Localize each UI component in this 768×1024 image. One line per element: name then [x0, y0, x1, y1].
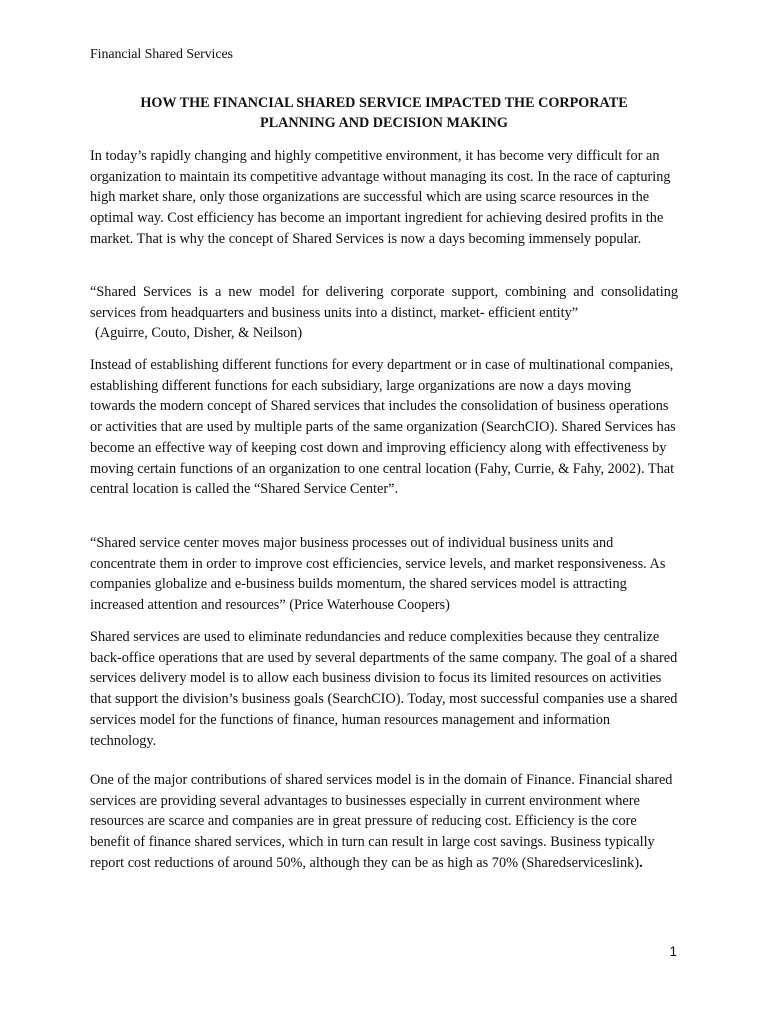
quote-citation: (Aguirre, Couto, Disher, & Neilson) [95, 325, 303, 342]
quote-shared-service-center: “Shared service center moves major business processes out of individual business units and concentrate them in order to improve cost efficiencies, service levels, and market responsiveness. As companies globalize and e-business builds momentum, the shared services model is attracting increased attention and resources” (Price Waterhouse Coopers) [90, 535, 666, 614]
title-line-1: HOW THE FINANCIAL SHARED SERVICE IMPACTED THE CORPORATE [140, 95, 628, 111]
page-number: 1 [669, 944, 677, 959]
title-line-2: PLANNING AND DECISION MAKING [260, 115, 508, 131]
paragraph-text: One of the major contributions of shared services model is in the domain of Finance. Financial shared services are providing several advantages to businesses especially in current environment where resources are scarce and companies are in great pressure of reducing cost. Efficiency is the core benefit of finance shared services, which in turn can result in large cost savings. Business typically report cost reductions of around 50%, although they can be as high as 70% (Sharedserviceslink) [90, 772, 673, 871]
running-header: Financial Shared Services [90, 47, 233, 62]
paragraph-intro: In today’s rapidly changing and highly competitive environment, it has become very difficult for an organization to maintain its competitive advantage without managing its cost. In the race of capturing high market share, only those organizations are successful which are using scarce resources in the optimal way. Cost efficiency has become an important ingredient for achieving desired profits in the market. That is why the concept of Shared Services is now a days becoming immensely popular. [90, 148, 671, 247]
paragraph-end-period: . [639, 854, 643, 871]
quote-shared-services-definition [90, 282, 678, 344]
quote-text: “Shared Services is a new model for delivering corporate support, combining and consolidating services from headquarters and business units into a distinct, market- efficient entity” [90, 284, 678, 321]
paragraph-redundancies: Shared services are used to eliminate redundancies and reduce complexities because they centralize back-office operations that are used by several departments of the same company. The goal of a shared services delivery model is to allow each business division to focus its limited resources on activities that support the division’s business goals (SearchCIO). Today, most successful companies use a shared services model for the functions of finance, human resources management and information technology. [90, 629, 678, 749]
paragraph-shared-services-concept: Instead of establishing different functions for every department or in case of multinational companies, establishing different functions for each subsidiary, large organizations are now a days moving towards the modern concept of Shared services that includes the consolidation of business operations or activities that are used by multiple parts of the same organization (SearchCIO). Shared Services has become an effective way of keeping cost down and improving efficiency along with effectiveness by moving certain functions of an organization to one central location (Fahy, Currie, & Fahy, 2002). That central location is called the “Shared Service Center”. [90, 357, 676, 498]
document-title [90, 93, 678, 133]
paragraph-financial-shared-services [90, 770, 678, 874]
